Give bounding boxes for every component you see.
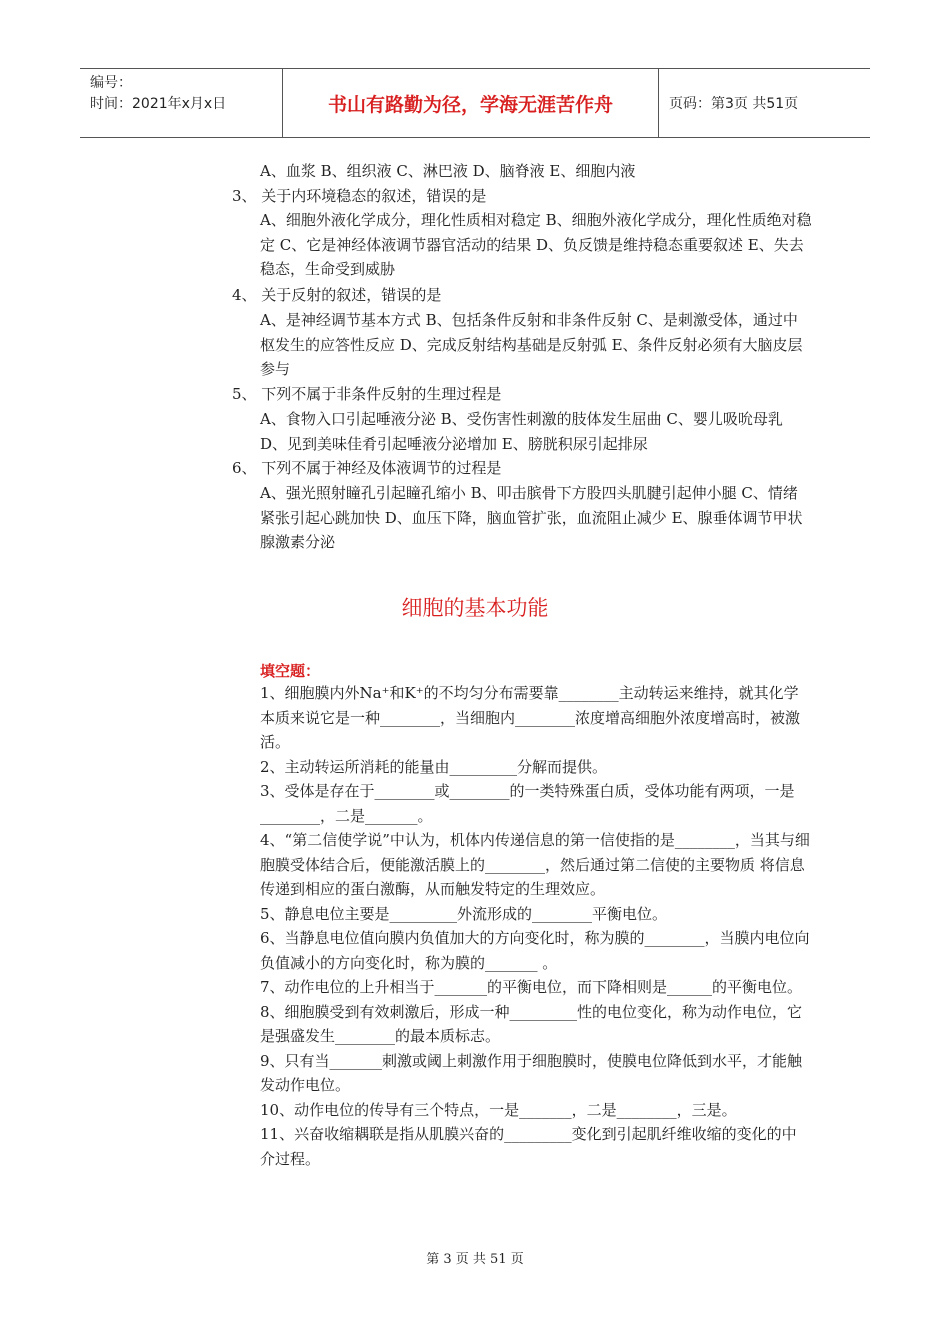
fill-item: 2、主动转运所消耗的能量由_________分解而提供。 — [260, 757, 608, 776]
question-5: 5、 下列不属于非条件反射的生理过程是 — [232, 385, 502, 403]
fill-item: 9、只有当_______刺激或阈上刺激作用于细胞膜时，使膜电位降低到水平，才能触发动作电位。 — [260, 1051, 803, 1094]
page-header — [80, 68, 870, 138]
fill-item: 10、动作电位的传导有三个特点，一是_______，二是________，三是。 — [260, 1100, 737, 1119]
header-meta — [80, 69, 283, 137]
fill-in-list — [260, 681, 810, 1171]
section-title: 细胞的基本功能 — [401, 596, 549, 620]
fill-item: 11、兴奋收缩耦联是指从肌膜兴奋的_________变化到引起肌纤维收缩的变化的中介过程。 — [260, 1125, 797, 1168]
document-date: 时间：2021年x月x日 — [90, 96, 227, 112]
document-number: 编号： — [90, 75, 132, 91]
q3-options: A、细胞外液化学成分，理化性质相对稳定 B、细胞外液化学成分，理化性质绝对稳定 C、它是神经体液调节器官活动的结果 D、负反馈是维持稳态重要叙述 E、失去稳态，生命受到威胁 — [260, 211, 812, 278]
fill-item: 8、细胞膜受到有效刺激后，形成一种_________性的电位变化，称为动作电位，它是强盛发生________的最本质标志。 — [260, 1002, 803, 1045]
fill-item: 5、静息电位主要是_________外流形成的________平衡电位。 — [260, 904, 668, 923]
fill-item: 4、“第二信使学说”中认为，机体内传递信息的第一信使指的是________，当其与细胞膜受体结合后，便能激活膜上的________，然后通过第二信使的主要物质 将信息传递到相应的蛋白激酶，从而触发特定的生理效应。 — [260, 831, 810, 898]
question-6: 6、 下列不属于神经及体液调节的过程是 — [232, 459, 502, 477]
q6-options: A、强光照射瞳孔引起瞳孔缩小 B、叩击膑骨下方股四头肌腱引起伸小腿 C、情绪紧张引起心跳加快 D、血压下降，脑血管扩张，血流阻止减少 E、腺垂体调节甲状腺激素分泌 — [260, 484, 803, 551]
fill-item: 7、动作电位的上升相当于_______的平衡电位，而下降相则是______的平衡电位。 — [260, 978, 803, 996]
fill-in-heading: 填空题： — [260, 662, 321, 680]
question-3: 3、 关于内环境稳态的叙述，错误的是 — [232, 187, 487, 205]
fill-item: 6、当静息电位值向膜内负值加大的方向变化时，称为膜的________，当膜内电位向负值减小的方向变化时，称为膜的_______ 。 — [260, 929, 810, 972]
q4-options: A、是神经调节基本方式 B、包括条件反射和非条件反射 C、是刺激受体，通过中枢发生的应答性反应 D、完成反射结构基础是反射弧 E、条件反射必须有大脑皮层参与 — [260, 311, 803, 378]
header-motto: 书山有路勤为径，学海无涯苦作舟 — [283, 69, 659, 137]
question-4: 4、 关于反射的叙述，错误的是 — [232, 286, 442, 304]
header-page-code: 页码：第3页 共51页 — [669, 96, 799, 112]
fill-item: 1、细胞膜内外Na⁺和K⁺的不均匀分布需要靠________主动转运来维持，就其化学本质来说它是一种________，当细胞内________浓度增高细胞外浓度增高时，被激活。 — [260, 684, 801, 751]
q5-options: A、食物入口引起唾液分泌 B、受伤害性刺激的肢体发生屈曲 C、婴儿吸吮母乳 D、见到美味佳肴引起唾液分泌增加 E、膀胱积尿引起排尿 — [260, 410, 783, 453]
fill-item: 3、受体是存在于________或________的一类特殊蛋白质，受体功能有两项，一是________，二是_______。 — [260, 782, 795, 825]
page-footer: 第 3 页 共 51 页 — [426, 1252, 524, 1267]
q2-options: A、血浆 B、组织液 C、淋巴液 D、脑脊液 E、细胞内液 — [260, 162, 636, 180]
